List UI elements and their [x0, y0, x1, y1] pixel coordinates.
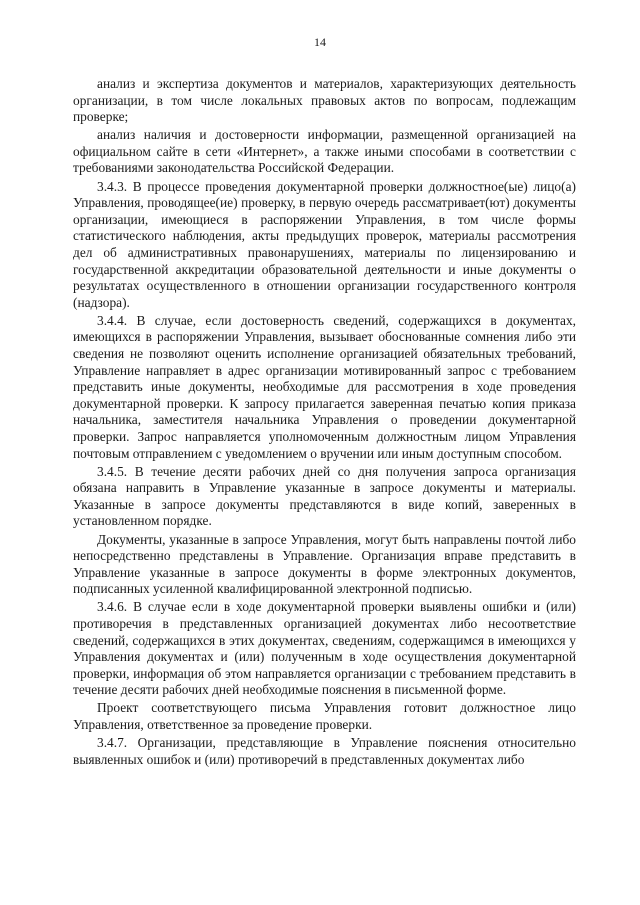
paragraph-3-4-5: 3.4.5. В течение десяти рабочих дней со дня получения запроса организация обязана направить в Управление указанные в запросе документы и материалы. Указанные в запросе документы представляются в виде копий, заверенных в установленном порядке. — [73, 463, 576, 529]
paragraph-3-4-7: 3.4.7. Организации, представляющие в Управление пояснения относительно выявленных ошибок и (или) противоречий в представленных документах либо — [73, 735, 576, 767]
paragraph-3-4-3: 3.4.3. В процессе проведения документарной проверки должностное(ые) лицо(а) Управления, проводящее(ие) проверку, в первую очередь рассматривает(ют) документы организации, имеющиеся в распоряжении Управления, в том числе формы статистического наблюдения, акты предыдущих проверок, материалы рассмотрения дел об административных правонарушениях, материалы по лицензированию и государственной аккредитации образовательной деятельности и иные документы о результатах осуществленного в отношении организации государственного контроля (надзора). — [73, 178, 576, 310]
page-number: 14 — [314, 35, 326, 49]
paragraph-analysis-documents: анализ и экспертиза документов и материалов, характеризующих деятельность организации, в том числе локальных правовых актов по вопросам, подлежащим проверке; — [73, 76, 576, 125]
paragraph-letter-draft: Проект соответствующего письма Управления готовит должностное лицо Управления, ответственное за проведение проверки. — [73, 700, 576, 733]
paragraph-documents-submission: Документы, указанные в запросе Управления, могут быть направлены почтой либо непосредственно представлены в Управление. Организация вправе представить в Управление указанные в запросе документы в форме электронных документов, подписанных усиленной квалифицированной электронной подписью. — [73, 531, 576, 597]
paragraph-3-4-6: 3.4.6. В случае если в ходе документарной проверки выявлены ошибки и (или) противоречия в представленных организацией документах либо несоответствие сведений, содержащихся в этих документах, сведениям, содержащимся в имеющихся у Управления документах и (или) полученным в ходе осуществления документарной проверки, информация об этом направляется организации с требованием представить в течение десяти рабочих дней необходимые пояснения в письменной форме. — [73, 599, 576, 698]
paragraph-3-4-4: 3.4.4. В случае, если достоверность сведений, содержащихся в документах, имеющихся в распоряжении Управления, вызывает обоснованные сомнения либо эти сведения не позволяют оценить исполнение организацией обязательных требований, Управление направляет в адрес организации мотивированный запрос с требованием представить иные документы, необходимые для рассмотрения в ходе проведения документарной проверки. К запросу прилагается заверенная печатью копия приказа начальника, заместителя начальника Управления о проведении документарной проверки. Запрос направляется уполномоченным должностным лицом Управления почтовым отправлением с уведомлением о вручении или иным доступным способом. — [73, 312, 576, 461]
paragraph-analysis-website: анализ наличия и достоверности информации, размещенной организацией на официальном сайте в сети «Интернет», а также иными способами в соответствии с требованиями законодательства Российской Федерации. — [73, 127, 576, 176]
document-body — [73, 76, 576, 770]
